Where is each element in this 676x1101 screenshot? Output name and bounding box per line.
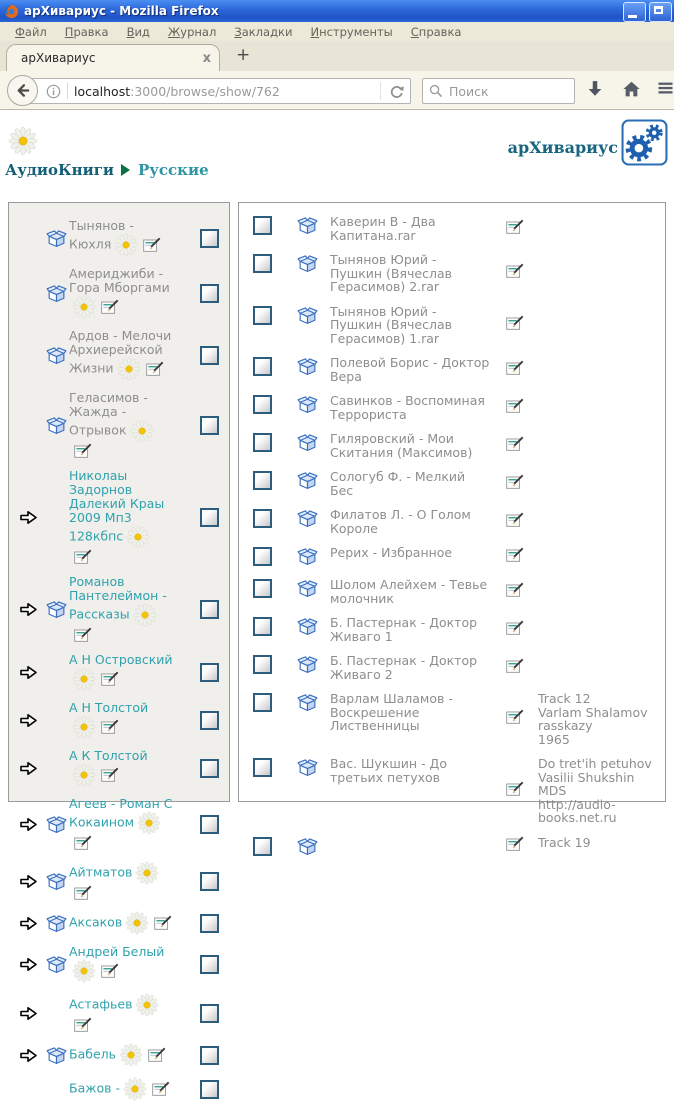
- tab-close-icon[interactable]: x: [202, 50, 211, 66]
- busy-daisy-icon: [125, 911, 149, 935]
- list-item: [13, 1077, 223, 1101]
- downloads-icon[interactable]: [586, 80, 604, 99]
- breadcrumb-link-audiobooks[interactable]: АудиоКниги: [5, 161, 115, 179]
- busy-daisy-icon: [114, 233, 138, 257]
- site-info-icon[interactable]: [46, 84, 61, 99]
- edit-note-icon[interactable]: [148, 1047, 166, 1063]
- list-item: [253, 394, 665, 421]
- edit-note-icon[interactable]: [101, 719, 119, 735]
- item-meta: Track 12 Varlam Shalamov rasskazy 1965: [538, 691, 648, 747]
- home-icon[interactable]: [622, 80, 641, 98]
- open-menu-icon[interactable]: [657, 80, 674, 96]
- tab-archivarius[interactable]: [6, 44, 220, 71]
- archive-box-icon[interactable]: [297, 470, 318, 491]
- item-checkbox[interactable]: [253, 693, 272, 712]
- edit-note-icon[interactable]: [146, 361, 164, 377]
- list-item: [253, 654, 665, 681]
- list-item: [13, 219, 223, 257]
- search-placeholder: Поиск: [449, 83, 489, 99]
- breadcrumb: [5, 161, 209, 179]
- archive-box-icon[interactable]: [46, 283, 67, 304]
- edit-note-icon[interactable]: [506, 836, 524, 852]
- item-label: Б. Пастернак - Доктор Живаго 2: [330, 653, 478, 682]
- archive-box-icon[interactable]: [297, 836, 318, 857]
- menu-bar: [0, 22, 674, 41]
- expand-arrow-icon[interactable]: [19, 712, 38, 729]
- item-checkbox[interactable]: [200, 711, 219, 730]
- expand-arrow-icon[interactable]: [19, 760, 38, 777]
- busy-daisy-icon: [135, 861, 159, 885]
- edit-note-icon[interactable]: [506, 512, 524, 528]
- menu-item-6[interactable]: Справка: [410, 24, 462, 39]
- item-label[interactable]: А К Толстой: [69, 748, 148, 763]
- edit-note-icon[interactable]: [74, 1017, 92, 1033]
- item-meta: Track 19: [538, 834, 591, 850]
- item-label: Каверин В - Два Капитана.rar: [330, 214, 436, 243]
- item-label[interactable]: Романов Пантелеймон - Рассказы: [69, 574, 167, 622]
- item-label: Сологуб Ф. - Мелкий Бес: [330, 469, 466, 498]
- list-item: [253, 578, 665, 605]
- site-brand: арХивариус: [507, 138, 618, 157]
- search-icon: [429, 84, 443, 98]
- list-item: [13, 861, 223, 901]
- item-checkbox[interactable]: [200, 1046, 219, 1065]
- item-checkbox[interactable]: [200, 914, 219, 933]
- list-item: [253, 508, 665, 535]
- tab-strip: [0, 41, 674, 71]
- item-checkbox[interactable]: [200, 1080, 219, 1099]
- list-item: [13, 701, 223, 739]
- tab-title: арХивариус: [21, 51, 96, 65]
- item-checkbox[interactable]: [253, 617, 272, 636]
- item-label: Полевой Борис - Доктор Вера: [330, 355, 490, 384]
- item-label: Филатов Л. - О Голом Короле: [330, 507, 471, 536]
- list-item: [253, 432, 665, 459]
- busy-daisy-icon: [72, 715, 96, 739]
- item-label[interactable]: Бабель: [69, 1046, 116, 1062]
- archive-box-icon[interactable]: [297, 305, 318, 326]
- item-checkbox[interactable]: [253, 306, 272, 325]
- archive-box-icon[interactable]: [46, 228, 67, 249]
- item-checkbox[interactable]: [200, 600, 219, 619]
- edit-note-icon[interactable]: [74, 627, 92, 643]
- edit-note-icon[interactable]: [506, 315, 524, 331]
- busy-daisy-icon: [117, 357, 141, 381]
- new-tab-button[interactable]: +: [236, 45, 251, 65]
- list-item: [253, 215, 665, 242]
- archive-box-icon[interactable]: [297, 432, 318, 453]
- item-checkbox[interactable]: [253, 547, 272, 566]
- busy-daisy-icon: [135, 993, 159, 1017]
- list-item: [253, 470, 665, 497]
- archivarius-gears-logo: [621, 119, 668, 166]
- list-item: [253, 692, 665, 746]
- item-checkbox[interactable]: [200, 284, 219, 303]
- edit-note-icon[interactable]: [74, 443, 92, 459]
- item-label[interactable]: Аксаков: [69, 914, 123, 930]
- expand-arrow-icon[interactable]: [19, 1047, 38, 1064]
- menu-item-5[interactable]: Инструменты: [310, 24, 393, 39]
- list-item: [13, 993, 223, 1033]
- edit-note-icon[interactable]: [74, 835, 92, 851]
- menu-item-3[interactable]: Журнал: [167, 24, 217, 39]
- breadcrumb-separator-icon: [121, 164, 130, 176]
- item-checkbox[interactable]: [200, 416, 219, 435]
- busy-daisy-icon: [123, 1077, 147, 1101]
- minimize-button[interactable]: [623, 2, 646, 22]
- busy-daisy-icon: [119, 1043, 143, 1067]
- loading-daisy-icon: [8, 126, 38, 156]
- archive-box-icon[interactable]: [46, 871, 67, 892]
- item-meta: Do tret'ih petuhov Vasilii Shukshin MDS http://audio-books.net.ru: [538, 756, 652, 825]
- item-checkbox[interactable]: [253, 216, 272, 235]
- list-item: [13, 911, 223, 935]
- list-item: [253, 616, 665, 643]
- edit-note-icon[interactable]: [74, 549, 92, 565]
- edit-note-icon[interactable]: [101, 963, 119, 979]
- item-checkbox[interactable]: [200, 346, 219, 365]
- expand-arrow-icon[interactable]: [19, 956, 38, 973]
- archive-box-icon[interactable]: [46, 1045, 67, 1066]
- item-checkbox[interactable]: [253, 837, 272, 856]
- item-label: Савинков - Воспоминая Террориста: [330, 393, 485, 422]
- busy-daisy-icon: [130, 419, 154, 443]
- archive-box-icon[interactable]: [46, 913, 67, 934]
- menu-item-1[interactable]: Правка: [64, 24, 109, 39]
- list-item: [253, 356, 665, 383]
- item-label: Тынянов Юрий - Пушкин (Вячеслав Герасимов) 1.rar: [330, 303, 452, 346]
- item-label: Геласимов - Жажда - Отрывок: [69, 390, 148, 438]
- list-item: [13, 267, 223, 319]
- archive-box-icon[interactable]: [297, 578, 318, 599]
- list-item: [13, 575, 223, 643]
- busy-daisy-icon: [137, 811, 161, 835]
- breadcrumb-current-russkie[interactable]: Русские: [138, 161, 209, 179]
- item-checkbox[interactable]: [253, 509, 272, 528]
- busy-daisy-icon: [72, 959, 96, 983]
- item-label: Америджиби - Гора Мборгами: [69, 266, 170, 295]
- url-bar[interactable]: [23, 78, 411, 104]
- firefox-icon: [4, 4, 19, 19]
- edit-note-icon[interactable]: [74, 885, 92, 901]
- edit-note-icon[interactable]: [506, 620, 524, 636]
- item-label[interactable]: Астафьев: [69, 996, 133, 1012]
- archive-box-icon[interactable]: [297, 253, 318, 274]
- archive-box-icon[interactable]: [297, 394, 318, 415]
- list-item: [13, 1043, 223, 1067]
- list-item: [253, 253, 665, 294]
- item-label: Шолом Алейхем - Тевье молочник: [330, 577, 488, 606]
- expand-arrow-icon[interactable]: [19, 601, 38, 618]
- busy-daisy-icon: [72, 295, 96, 319]
- edit-note-icon[interactable]: [506, 219, 524, 235]
- item-label: Ардов - Мелочи Архиерейской Жизни: [69, 328, 172, 376]
- expand-arrow-icon[interactable]: [19, 664, 38, 681]
- item-checkbox[interactable]: [253, 758, 272, 777]
- item-checkbox[interactable]: [253, 579, 272, 598]
- edit-note-icon[interactable]: [506, 263, 524, 279]
- expand-arrow-icon[interactable]: [19, 816, 38, 833]
- busy-daisy-icon: [133, 603, 157, 627]
- item-checkbox[interactable]: [200, 872, 219, 891]
- left-panel: [8, 202, 230, 1096]
- item-checkbox[interactable]: [200, 759, 219, 778]
- list-item: [13, 469, 223, 565]
- item-checkbox[interactable]: [200, 815, 219, 834]
- expand-arrow-icon[interactable]: [19, 873, 38, 890]
- url-text[interactable]: localhost:3000/browse/show/762: [74, 83, 280, 99]
- expand-arrow-icon[interactable]: [19, 1005, 38, 1022]
- item-label[interactable]: Айтматов: [69, 864, 133, 880]
- edit-note-icon[interactable]: [101, 671, 119, 687]
- edit-note-icon[interactable]: [154, 915, 172, 931]
- item-label: Варлам Шаламов - Воскрешение Лиственницы: [330, 691, 453, 733]
- list-item: [13, 797, 223, 851]
- window-title: арХивариус - Mozilla Firefox: [24, 4, 219, 18]
- edit-note-icon[interactable]: [506, 436, 524, 452]
- reload-icon[interactable]: [380, 82, 404, 100]
- item-checkbox[interactable]: [200, 508, 219, 527]
- archive-box-icon[interactable]: [297, 546, 318, 567]
- edit-note-icon[interactable]: [506, 547, 524, 563]
- window-titlebar: [0, 0, 674, 22]
- archive-box-icon[interactable]: [297, 616, 318, 637]
- item-checkbox[interactable]: [200, 955, 219, 974]
- list-item: [13, 329, 223, 381]
- list-item: [13, 653, 223, 691]
- edit-note-icon[interactable]: [101, 767, 119, 783]
- expand-arrow-icon[interactable]: [19, 915, 38, 932]
- list-item: [253, 836, 665, 857]
- list-item: [13, 391, 223, 459]
- expand-arrow-icon[interactable]: [19, 509, 38, 526]
- list-item: [253, 546, 665, 567]
- item-label: Тынянов Юрий - Пушкин (Вячеслав Герасимов) 2.rar: [330, 252, 452, 294]
- menu-item-2[interactable]: Вид: [126, 24, 150, 39]
- item-label: Тынянов - Кюхля: [69, 218, 134, 252]
- item-checkbox[interactable]: [253, 357, 272, 376]
- archive-box-icon[interactable]: [297, 692, 318, 713]
- edit-note-icon[interactable]: [506, 781, 524, 797]
- edit-note-icon[interactable]: [506, 360, 524, 376]
- item-label: Рерих - Избранное: [330, 545, 453, 560]
- list-item: [253, 757, 665, 825]
- item-checkbox[interactable]: [200, 1004, 219, 1023]
- archive-box-icon[interactable]: [297, 757, 318, 778]
- list-item: [253, 305, 665, 346]
- navigation-toolbar: [0, 71, 674, 110]
- edit-note-icon[interactable]: [506, 398, 524, 414]
- archive-box-icon[interactable]: [46, 599, 67, 620]
- archive-box-icon[interactable]: [297, 215, 318, 236]
- menu-item-0[interactable]: Файл: [15, 24, 47, 39]
- busy-daisy-icon: [126, 525, 150, 549]
- item-label[interactable]: Агеев - Роман С Кокаином: [69, 796, 173, 830]
- busy-daisy-icon: [72, 667, 96, 691]
- archive-box-icon[interactable]: [46, 954, 67, 975]
- list-item: [13, 945, 223, 983]
- archive-box-icon[interactable]: [297, 508, 318, 529]
- edit-note-icon[interactable]: [506, 709, 524, 725]
- item-label: Б. Пастернак - Доктор Живаго 1: [330, 615, 478, 644]
- item-label[interactable]: А Н Толстой: [69, 700, 149, 715]
- item-label: Гиляровский - Мои Скитания (Максимов): [330, 431, 473, 460]
- item-checkbox[interactable]: [253, 471, 272, 490]
- item-checkbox[interactable]: [253, 395, 272, 414]
- archive-box-icon[interactable]: [46, 415, 67, 436]
- item-label[interactable]: Николаы Задорнов Далекий Краы 2009 Мп3 128кбпс: [69, 468, 165, 544]
- archive-box-icon[interactable]: [297, 654, 318, 675]
- item-label[interactable]: Бажов -: [69, 1080, 120, 1096]
- item-label[interactable]: Андрей Белый: [69, 944, 165, 959]
- item-checkbox[interactable]: [200, 663, 219, 682]
- item-checkbox[interactable]: [253, 254, 272, 273]
- menu-item-4[interactable]: Закладки: [234, 24, 293, 39]
- edit-note-icon[interactable]: [506, 658, 524, 674]
- archive-box-icon[interactable]: [46, 814, 67, 835]
- edit-note-icon[interactable]: [506, 582, 524, 598]
- item-label[interactable]: А Н Островский: [69, 652, 173, 667]
- search-input[interactable]: [422, 78, 575, 104]
- edit-note-icon[interactable]: [143, 237, 161, 253]
- archive-box-icon[interactable]: [297, 356, 318, 377]
- right-panel: [238, 202, 666, 850]
- back-button[interactable]: [7, 75, 38, 106]
- edit-note-icon[interactable]: [152, 1081, 170, 1097]
- edit-note-icon[interactable]: [101, 299, 119, 315]
- item-label: Вас. Шукшин - До третьих петухов: [330, 756, 447, 785]
- list-item: [13, 749, 223, 787]
- item-checkbox[interactable]: [253, 655, 272, 674]
- item-checkbox[interactable]: [200, 229, 219, 248]
- busy-daisy-icon: [72, 763, 96, 787]
- archive-box-icon[interactable]: [46, 345, 67, 366]
- maximize-button[interactable]: [649, 2, 672, 22]
- item-checkbox[interactable]: [253, 433, 272, 452]
- edit-note-icon[interactable]: [506, 474, 524, 490]
